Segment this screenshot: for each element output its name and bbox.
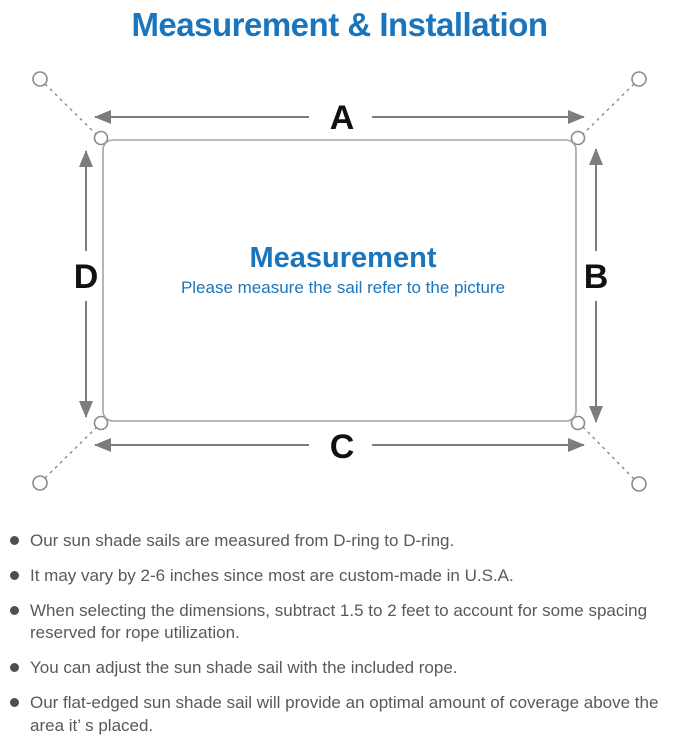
note-item (10, 565, 669, 587)
bullet-icon (10, 571, 19, 580)
note-text: Our flat-edged sun shade sail will provide an optimal amount of coverage above the area it’ s placed. (30, 693, 659, 735)
note-text: When selecting the dimensions, subtract 1.5 to 2 feet to account for some spacing reserved for rope utilization. (30, 601, 648, 643)
bullet-icon (10, 606, 19, 615)
note-item (10, 530, 669, 552)
bullet-icon (10, 698, 19, 707)
note-text: You can adjust the sun shade sail with the included rope. (30, 658, 458, 678)
edge-label-a: A (329, 99, 355, 137)
note-text: It may vary by 2-6 inches since most are custom-made in U.S.A. (30, 566, 514, 586)
measurement-diagram (0, 48, 679, 518)
notes-list (10, 530, 669, 737)
note-item (10, 600, 669, 644)
diagram-center-subtitle: Please measure the sail refer to the picture (180, 278, 506, 297)
edge-label-b: B (583, 258, 609, 296)
rope-bottom-right (579, 423, 634, 479)
bullet-icon (10, 663, 19, 672)
rope-top-right (578, 84, 634, 139)
anchor-bottom-right-icon (632, 477, 646, 491)
sail-measurement-svg (0, 48, 679, 518)
note-item (10, 692, 669, 736)
bullet-icon (10, 536, 19, 545)
note-text: Our sun shade sails are measured from D-ring to D-ring. (30, 531, 455, 550)
diagram-center-title: Measurement (249, 242, 437, 274)
note-item (10, 657, 669, 679)
rope-top-left (45, 84, 101, 139)
anchor-top-right-icon (632, 72, 646, 86)
anchor-bottom-left-icon (33, 476, 47, 490)
edge-label-d: D (73, 258, 99, 296)
anchor-top-left-icon (33, 72, 47, 86)
rope-bottom-left (45, 423, 101, 478)
edge-label-c: C (329, 428, 355, 466)
page-title: Measurement & Installation (131, 6, 548, 43)
